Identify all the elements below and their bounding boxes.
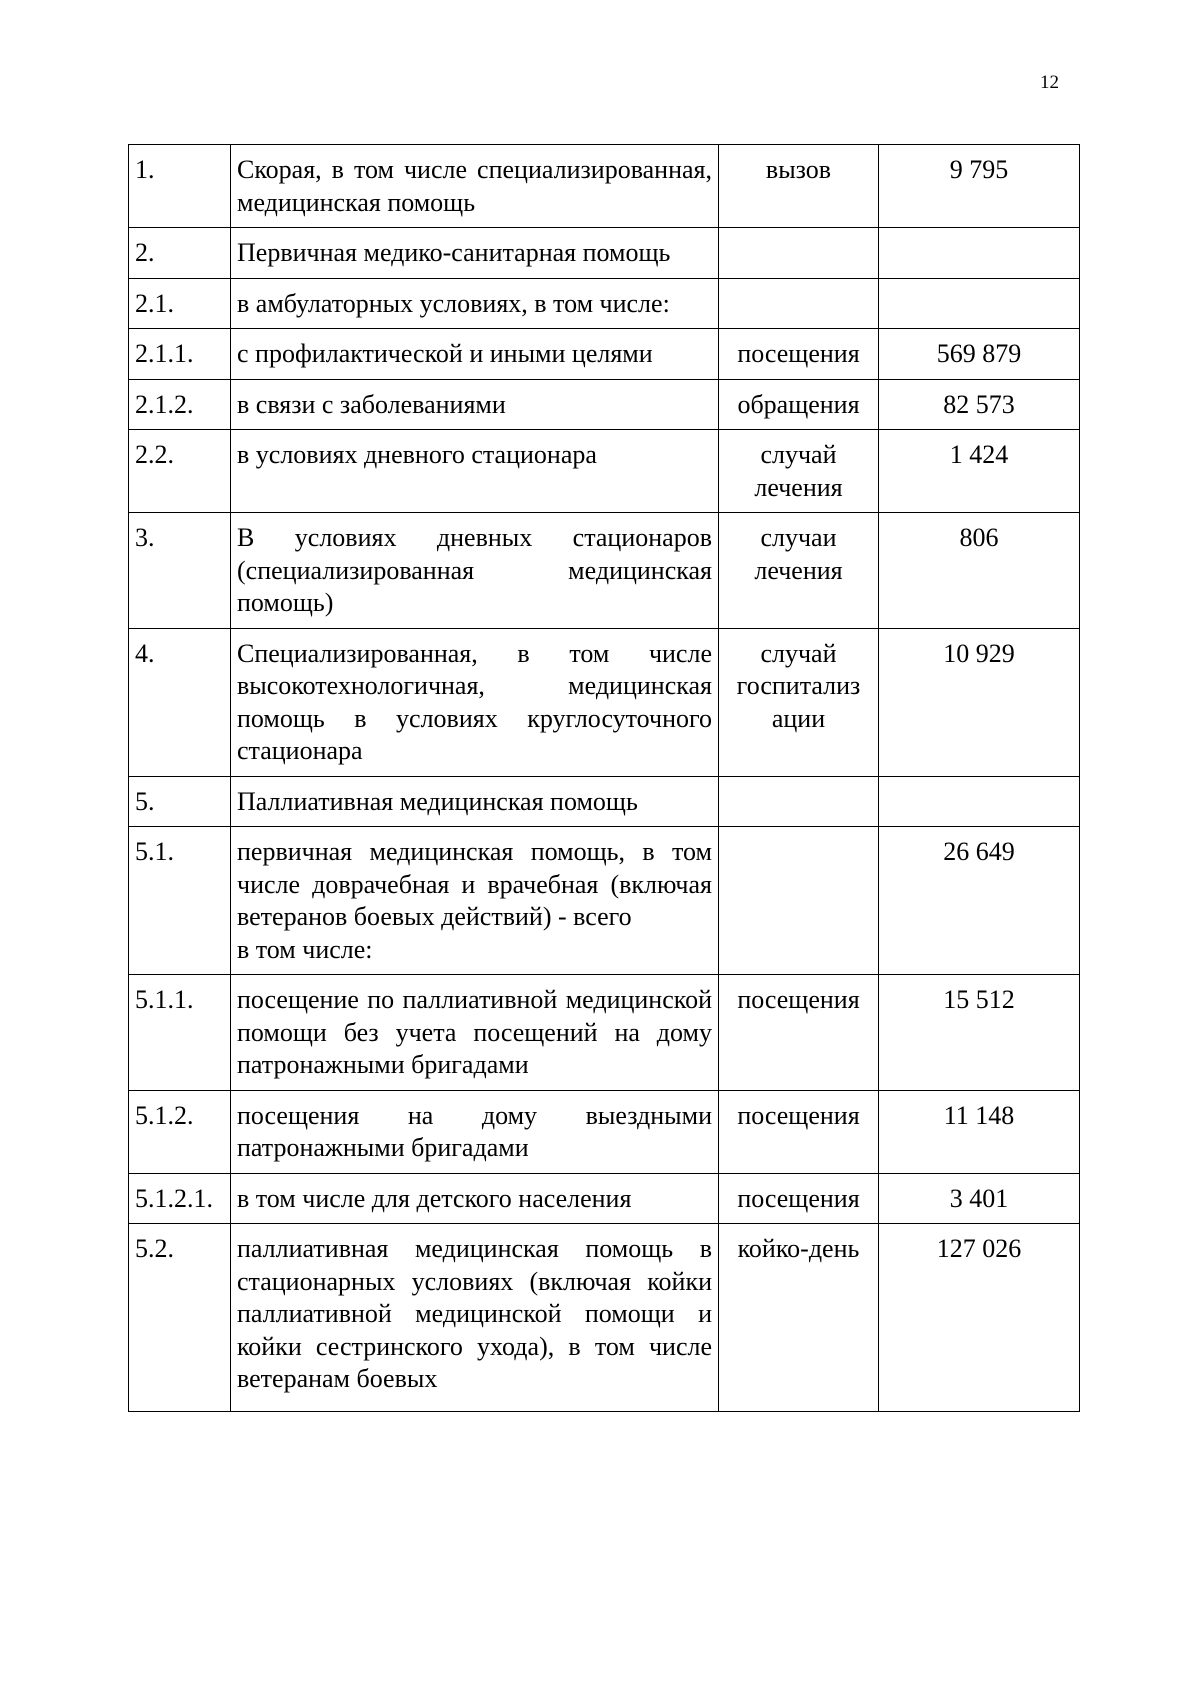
row-number: 5.1. [129,827,231,975]
row-number: 5.2. [129,1224,231,1412]
unit-of-measure: случаи лечения [719,513,879,629]
care-type: с профилактической и иными целями [231,329,719,380]
table-row [129,776,1080,827]
volume-value: 3 401 [879,1173,1080,1224]
volume-value: 9 795 [879,145,1080,228]
unit-of-measure [719,827,879,975]
volume-value: 806 [879,513,1080,629]
volume-value [879,278,1080,329]
table-row [129,1173,1080,1224]
care-type: посещения на дому выездными патронажными бригадами [231,1090,719,1173]
care-type: Паллиативная медицинская помощь [231,776,719,827]
table-row [129,975,1080,1091]
row-number: 2.2. [129,430,231,513]
unit-of-measure: обращения [719,379,879,430]
care-type [231,827,719,975]
row-number: 5.1.2. [129,1090,231,1173]
care-volume-table [128,144,1080,1412]
unit-of-measure: посещения [719,1090,879,1173]
row-number: 2.1. [129,278,231,329]
unit-of-measure: случай лечения [719,430,879,513]
unit-of-measure [719,228,879,279]
table-row [129,827,1080,975]
row-number: 5.1.1. [129,975,231,1091]
table-row [129,1090,1080,1173]
unit-of-measure: посещения [719,975,879,1091]
unit-of-measure: посещения [719,1173,879,1224]
care-type: в том числе для детского населения [231,1173,719,1224]
row-number: 5.1.2.1. [129,1173,231,1224]
row-number: 2. [129,228,231,279]
unit-of-measure [719,776,879,827]
table-row [129,145,1080,228]
volume-value: 26 649 [879,827,1080,975]
row-number: 1. [129,145,231,228]
volume-value [879,228,1080,279]
care-type: паллиативная медицинская помощь в стационарных условиях (включая койки паллиативной медицинской помощи и койки сестринского ухода), в том числе ветеранам боевых [231,1224,719,1412]
care-type: Скорая, в том числе специализированная, медицинская помощь [231,145,719,228]
care-type: посещение по паллиативной медицинской помощи без учета посещений на дому патронажными бригадами [231,975,719,1091]
table-row [129,278,1080,329]
unit-of-measure: посещения [719,329,879,380]
volume-value: 569 879 [879,329,1080,380]
care-type-subnote: в том числе: [237,934,373,964]
table-row [129,430,1080,513]
care-type: Специализированная, в том числе высокотехнологичная, медицинская помощь в условиях круглосуточного стационара [231,628,719,776]
table-row [129,329,1080,380]
table-row [129,1224,1080,1412]
row-number: 2.1.2. [129,379,231,430]
table-row [129,513,1080,629]
row-number: 5. [129,776,231,827]
care-type-text: первичная медицинская помощь, в том числе доврачебная и врачебная (включая ветеранов боевых действий) - всего [237,837,712,931]
unit-of-measure [719,278,879,329]
page-number: 12 [1040,72,1059,93]
unit-of-measure: койко-день [719,1224,879,1412]
volume-value [879,776,1080,827]
care-type: в амбулаторных условиях, в том числе: [231,278,719,329]
table-row [129,228,1080,279]
volume-value: 127 026 [879,1224,1080,1412]
table-row [129,628,1080,776]
volume-value: 10 929 [879,628,1080,776]
volume-value: 11 148 [879,1090,1080,1173]
table-row [129,379,1080,430]
care-type: в условиях дневного стационара [231,430,719,513]
row-number: 3. [129,513,231,629]
row-number: 4. [129,628,231,776]
volume-value: 15 512 [879,975,1080,1091]
row-number: 2.1.1. [129,329,231,380]
unit-of-measure: вызов [719,145,879,228]
care-type: в связи с заболеваниями [231,379,719,430]
volume-value: 1 424 [879,430,1080,513]
care-type: Первичная медико-санитарная помощь [231,228,719,279]
volume-value: 82 573 [879,379,1080,430]
care-type: В условиях дневных стационаров (специализированная медицинская помощь) [231,513,719,629]
unit-of-measure: случай госпитализ ации [719,628,879,776]
